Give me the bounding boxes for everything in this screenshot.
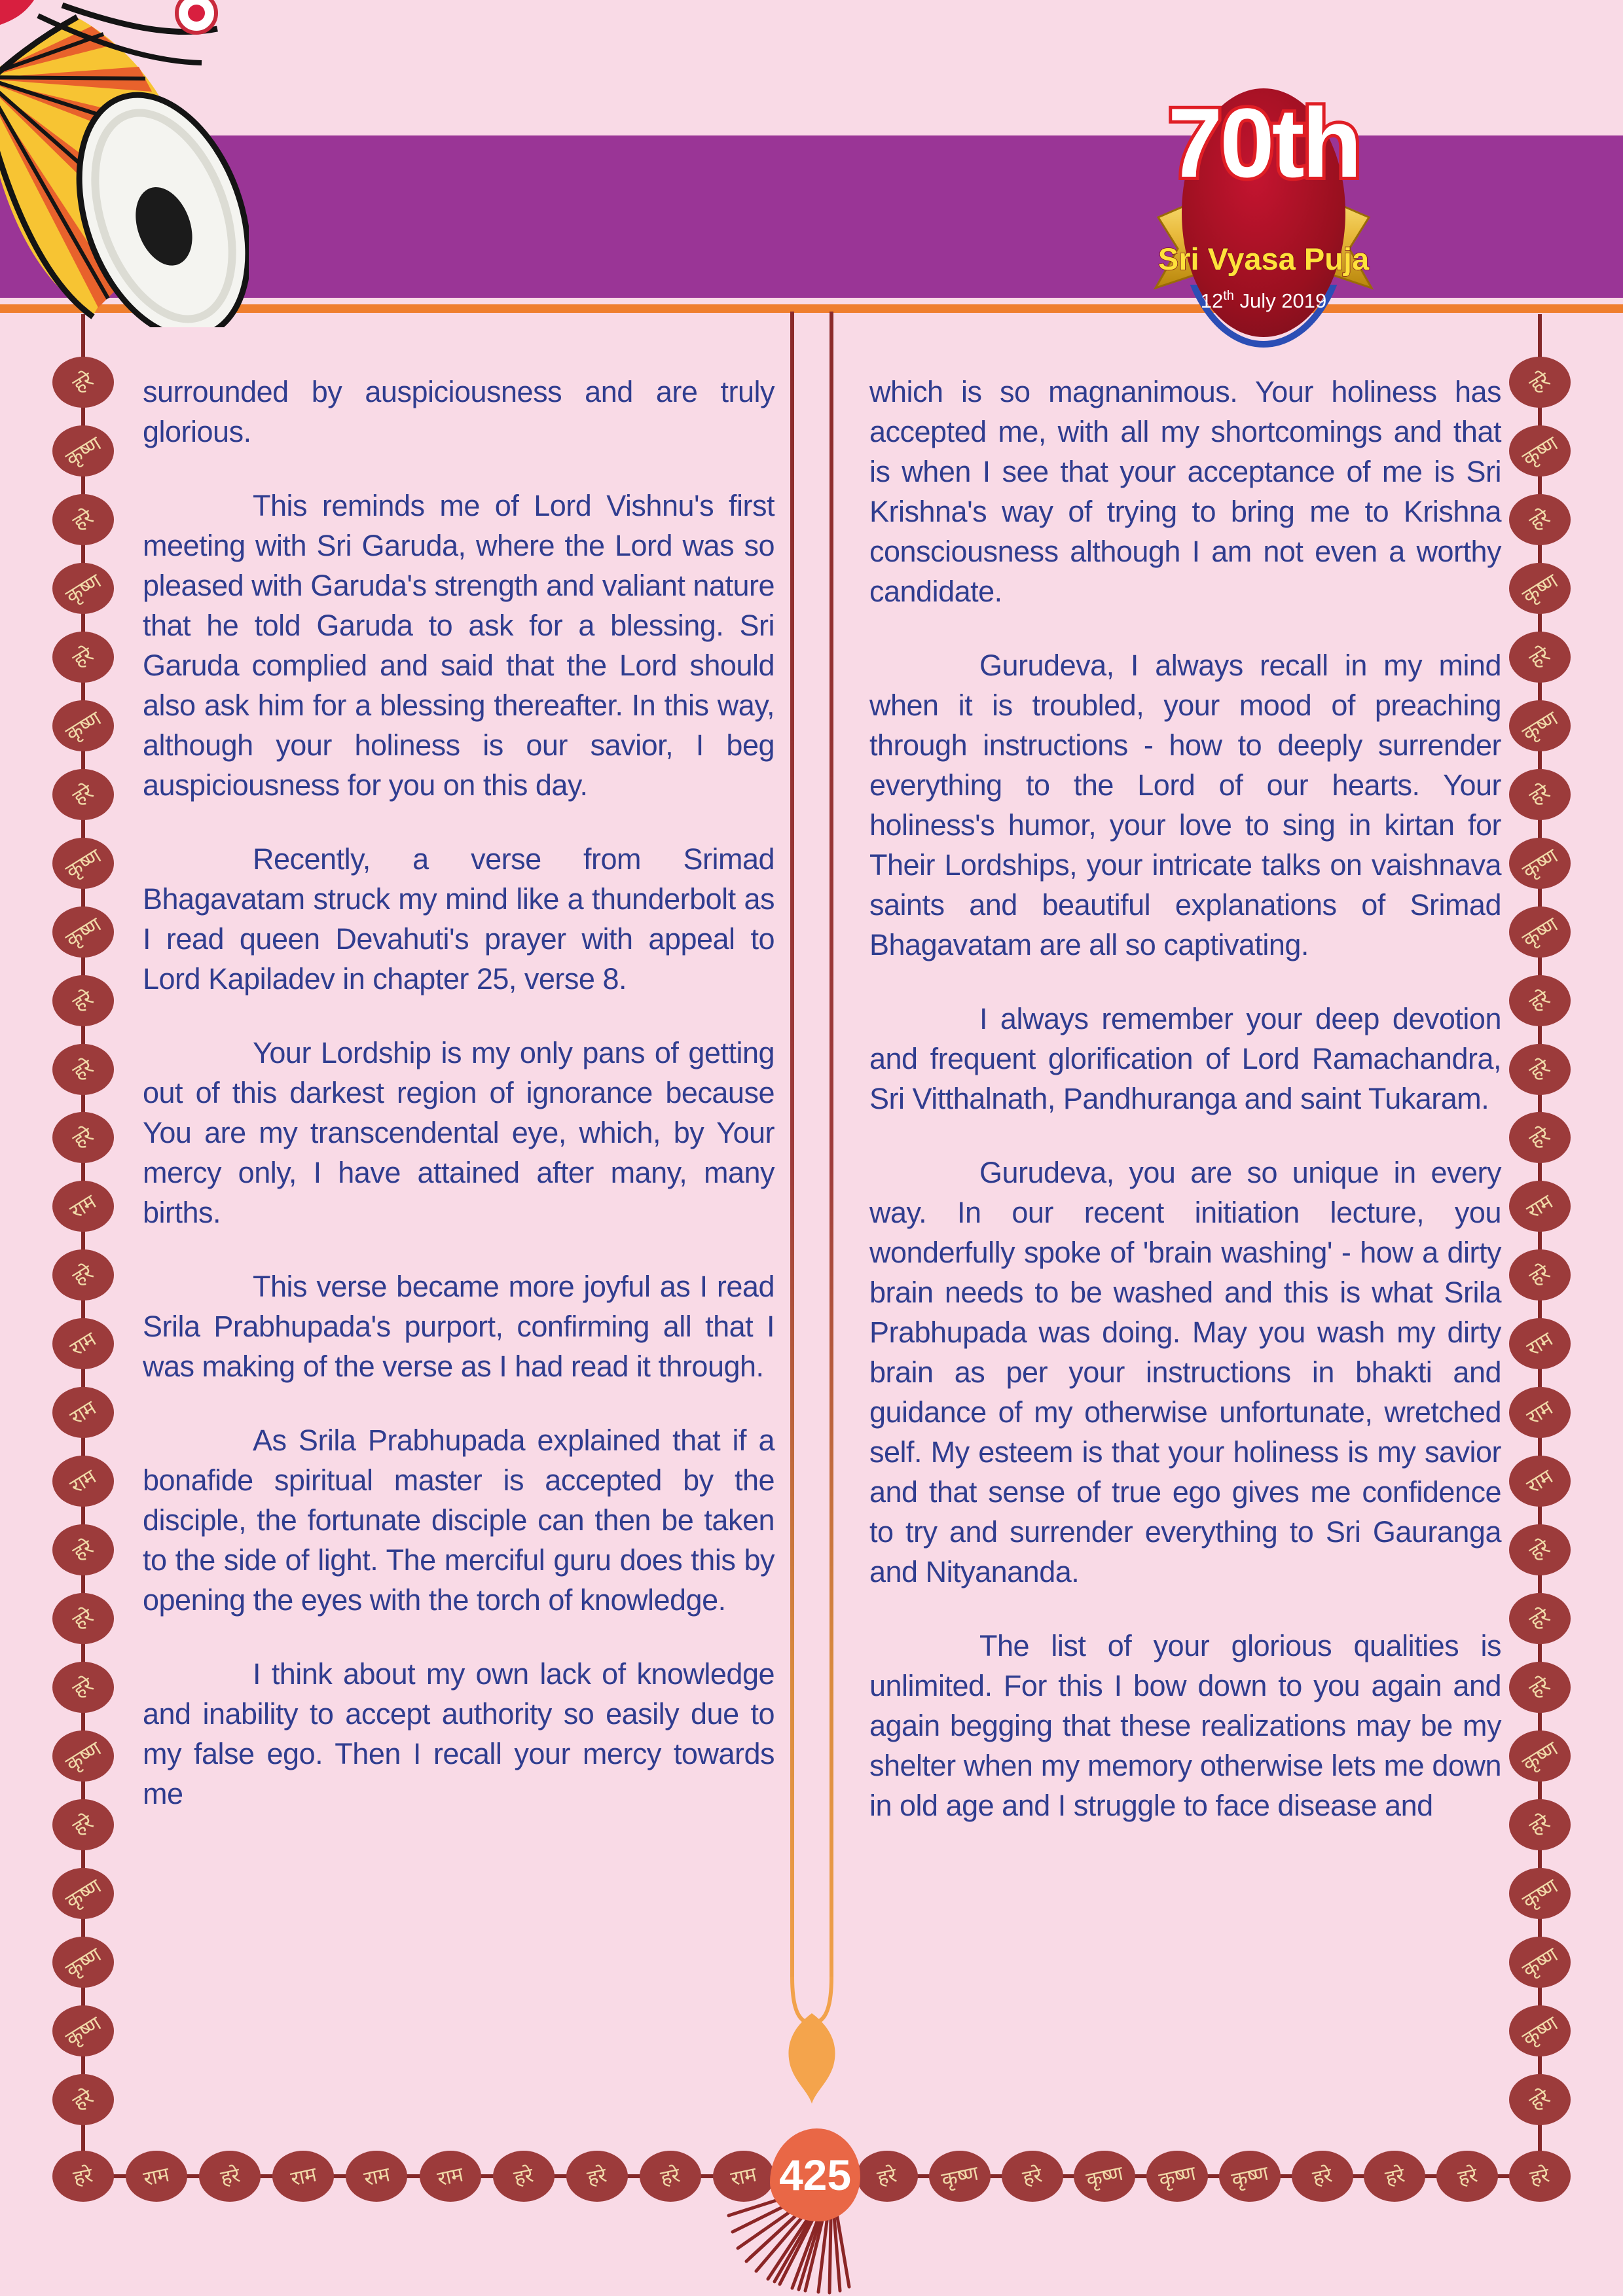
- mantra-bead: कृष्ण: [52, 700, 114, 751]
- right-text-column: [869, 372, 1501, 1859]
- mantra-bead: कृष्ण: [52, 563, 114, 614]
- page-number-badge: [770, 2128, 860, 2221]
- mantra-bead: हरे: [52, 1044, 114, 1095]
- mantra-bead: हरे: [1509, 1112, 1571, 1163]
- mantra-bead: हरे: [1509, 1524, 1571, 1575]
- corner-petal: [0, 0, 34, 25]
- mantra-bead: हरे: [52, 1799, 114, 1850]
- mantra-bead: हरे: [52, 2151, 114, 2202]
- paragraph: The list of your glorious qualities is unlimited. For this I bow down to you again and again begging that these realizations may be my shelter when my memory otherwise lets me down in old age and I struggle to face disease and: [869, 1629, 1501, 1822]
- logo-date: 12th July 2019: [1200, 289, 1327, 312]
- mantra-bead: हरे: [1509, 1662, 1571, 1713]
- page-number: 425: [778, 2151, 852, 2199]
- mantra-bead: कृष्ण: [52, 838, 114, 889]
- paragraph: surrounded by auspiciousness and are truly glorious.: [143, 375, 775, 448]
- mantra-bead: राम: [52, 1181, 114, 1232]
- mantra-bead: राम: [126, 2151, 187, 2202]
- paragraph: As Srila Prabhupada explained that if a bonafide spiritual master is accepted by the disciple, the fortunate disciple can then be taken to the side of light. The merciful guru does this by opening the eyes with the torch of knowledge.: [143, 1424, 775, 1617]
- mantra-bead: राम: [52, 1318, 114, 1369]
- mantra-bead: कृष्ण: [1146, 2151, 1208, 2202]
- paragraph: Your Lordship is my only pans of getting out of this darkest region of ignorance because You are my transcendental eye, which, by Your mercy only, I have attained after many, many births.: [143, 1036, 775, 1229]
- mantra-bead: हरे: [52, 632, 114, 683]
- paragraph: Recently, a verse from Srimad Bhagavatam struck my mind like a thunderbolt as I read queen Devahuti's prayer with appeal to Lord Kapiladev in chapter 25, verse 8.: [143, 842, 775, 996]
- mantra-bead: हरे: [1364, 2151, 1425, 2202]
- mantra-bead: हरे: [1436, 2151, 1498, 2202]
- mantra-bead: हरे: [52, 975, 114, 1026]
- mantra-bead: कृष्ण: [1509, 1937, 1571, 1988]
- paragraph: which is so magnanimous. Your holiness has accepted me, with all my shortcomings and that is when I see that your acceptance of me is Sri Krishna's way of trying to bring me to Krishna consciousness although I am not even a worthy candidate.: [869, 375, 1501, 608]
- bottom-left-bead-border: [52, 2151, 775, 2202]
- mantra-bead: हरे: [1509, 975, 1571, 1026]
- mantra-bead: राम: [1509, 1456, 1571, 1507]
- mantra-bead: हरे: [1509, 1799, 1571, 1850]
- mantra-bead: कृष्ण: [52, 425, 114, 476]
- mantra-bead: कृष्ण: [1509, 2005, 1571, 2056]
- logo-title: 70th: [1167, 88, 1360, 198]
- mantra-bead: राम: [346, 2151, 407, 2202]
- mantra-bead: हरे: [199, 2151, 261, 2202]
- paragraph: Gurudeva, you are so unique in every way. In our recent initiation lecture, you wonderfully spoke of 'brain washing' - how a dirty brain needs to be washed and this is what Srila Prabhupada was doing. May you wash my dirty brain as per your instructions in bhakti and guidance of my otherwise unfortunate, wretched self. My esteem is that your holiness is my savior and that sense of true ego gives me confidence to try and surrender everything to Sri Gauranga and Nityananda.: [869, 1156, 1501, 1588]
- column-divider-pendant: [769, 312, 854, 2118]
- mantra-bead: हरे: [640, 2151, 701, 2202]
- mantra-bead: हरे: [1002, 2151, 1063, 2202]
- mantra-bead: कृष्ण: [1509, 1731, 1571, 1782]
- mantra-bead: कृष्ण: [52, 1937, 114, 1988]
- mantra-bead: राम: [1509, 1181, 1571, 1232]
- mantra-bead: हरे: [1509, 494, 1571, 545]
- mantra-bead: कृष्ण: [1074, 2151, 1135, 2202]
- mantra-bead: हरे: [52, 2074, 114, 2125]
- paragraph: This reminds me of Lord Vishnu's first meeting with Sri Garuda, where the Lord was so pleased with Garuda's strength and valiant nature that he told Garuda to ask for a blessing. Sri Garuda complied and said that the Lord should also ask him for a blessing thereafter. In this way, although your holiness is our savior, I beg auspiciousness for you on this day.: [143, 489, 775, 802]
- mantra-bead: कृष्ण: [52, 1731, 114, 1782]
- left-text-column: [143, 372, 775, 1848]
- mantra-bead: राम: [713, 2151, 775, 2202]
- right-bead-border: [1509, 357, 1571, 2125]
- mantra-bead: कृष्ण: [52, 2005, 114, 2056]
- mantra-bead: हरे: [1509, 632, 1571, 683]
- mantra-bead: हरे: [493, 2151, 555, 2202]
- mantra-bead: कृष्ण: [1509, 1868, 1571, 1919]
- mantra-bead: राम: [52, 1387, 114, 1438]
- mantra-bead: हरे: [1509, 1044, 1571, 1095]
- mantra-bead: कृष्ण: [1509, 563, 1571, 614]
- logo-subtitle: Sri Vyasa Puja: [1158, 242, 1370, 276]
- mantra-bead: हरे: [52, 769, 114, 820]
- mantra-bead: हरे: [1509, 2151, 1571, 2202]
- mantra-bead: राम: [420, 2151, 481, 2202]
- mantra-bead: राम: [1509, 1387, 1571, 1438]
- mantra-bead: हरे: [52, 357, 114, 408]
- bottom-right-bead-border: [856, 2151, 1571, 2202]
- mantra-bead: कृष्ण: [1509, 425, 1571, 476]
- mridanga-drum-illustration: [0, 0, 249, 327]
- mantra-bead: हरे: [52, 1524, 114, 1575]
- mantra-bead: हरे: [1509, 1593, 1571, 1644]
- mantra-bead: हरे: [52, 1593, 114, 1644]
- mantra-bead: हरे: [566, 2151, 628, 2202]
- paragraph: I always remember your deep devotion and frequent glorification of Lord Ramachandra, Sri Vitthalnath, Pandhuranga and saint Tukaram.: [869, 1002, 1501, 1115]
- mantra-bead: कृष्ण: [52, 1868, 114, 1919]
- mantra-bead: हरे: [52, 494, 114, 545]
- mantra-bead: राम: [52, 1456, 114, 1507]
- mantra-bead: हरे: [52, 1662, 114, 1713]
- mantra-bead: कृष्ण: [1509, 700, 1571, 751]
- left-bead-border: [52, 357, 114, 2125]
- mantra-bead: हरे: [1509, 769, 1571, 820]
- mantra-bead: हरे: [52, 1112, 114, 1163]
- mantra-bead: हरे: [52, 1249, 114, 1300]
- mantra-bead: हरे: [856, 2151, 918, 2202]
- paragraph: This verse became more joyful as I read Srila Prabhupada's purport, confirming all that I was making of the verse as I had read it through.: [143, 1270, 775, 1383]
- pendant-drop: [788, 2013, 835, 2104]
- mantra-bead: कृष्ण: [1509, 838, 1571, 889]
- mantra-bead: कृष्ण: [1509, 906, 1571, 958]
- mantra-bead: कृष्ण: [52, 906, 114, 958]
- mantra-bead: कृष्ण: [929, 2151, 991, 2202]
- mantra-bead: कृष्ण: [1219, 2151, 1281, 2202]
- mantra-bead: हरे: [1509, 1249, 1571, 1300]
- mantra-bead: राम: [272, 2151, 334, 2202]
- vyasa-puja-logo: [1149, 52, 1378, 363]
- mantra-bead: हरे: [1292, 2151, 1353, 2202]
- mantra-bead: हरे: [1509, 357, 1571, 408]
- mantra-bead: हरे: [1509, 2074, 1571, 2125]
- paragraph: I think about my own lack of knowledge and inability to accept authority so easily due to my false ego. Then I recall your mercy towards me: [143, 1657, 775, 1810]
- mantra-bead: राम: [1509, 1318, 1571, 1369]
- paragraph: Gurudeva, I always recall in my mind when it is troubled, your mood of preaching through instructions - how to deeply surrender everything to the Lord of our hearts. Your holiness's humor, your love to sing in kirtan for Their Lordships, your intricate talks on vaishnava saints and beautiful explanations of Srimad Bhagavatam are all so captivating.: [869, 649, 1501, 961]
